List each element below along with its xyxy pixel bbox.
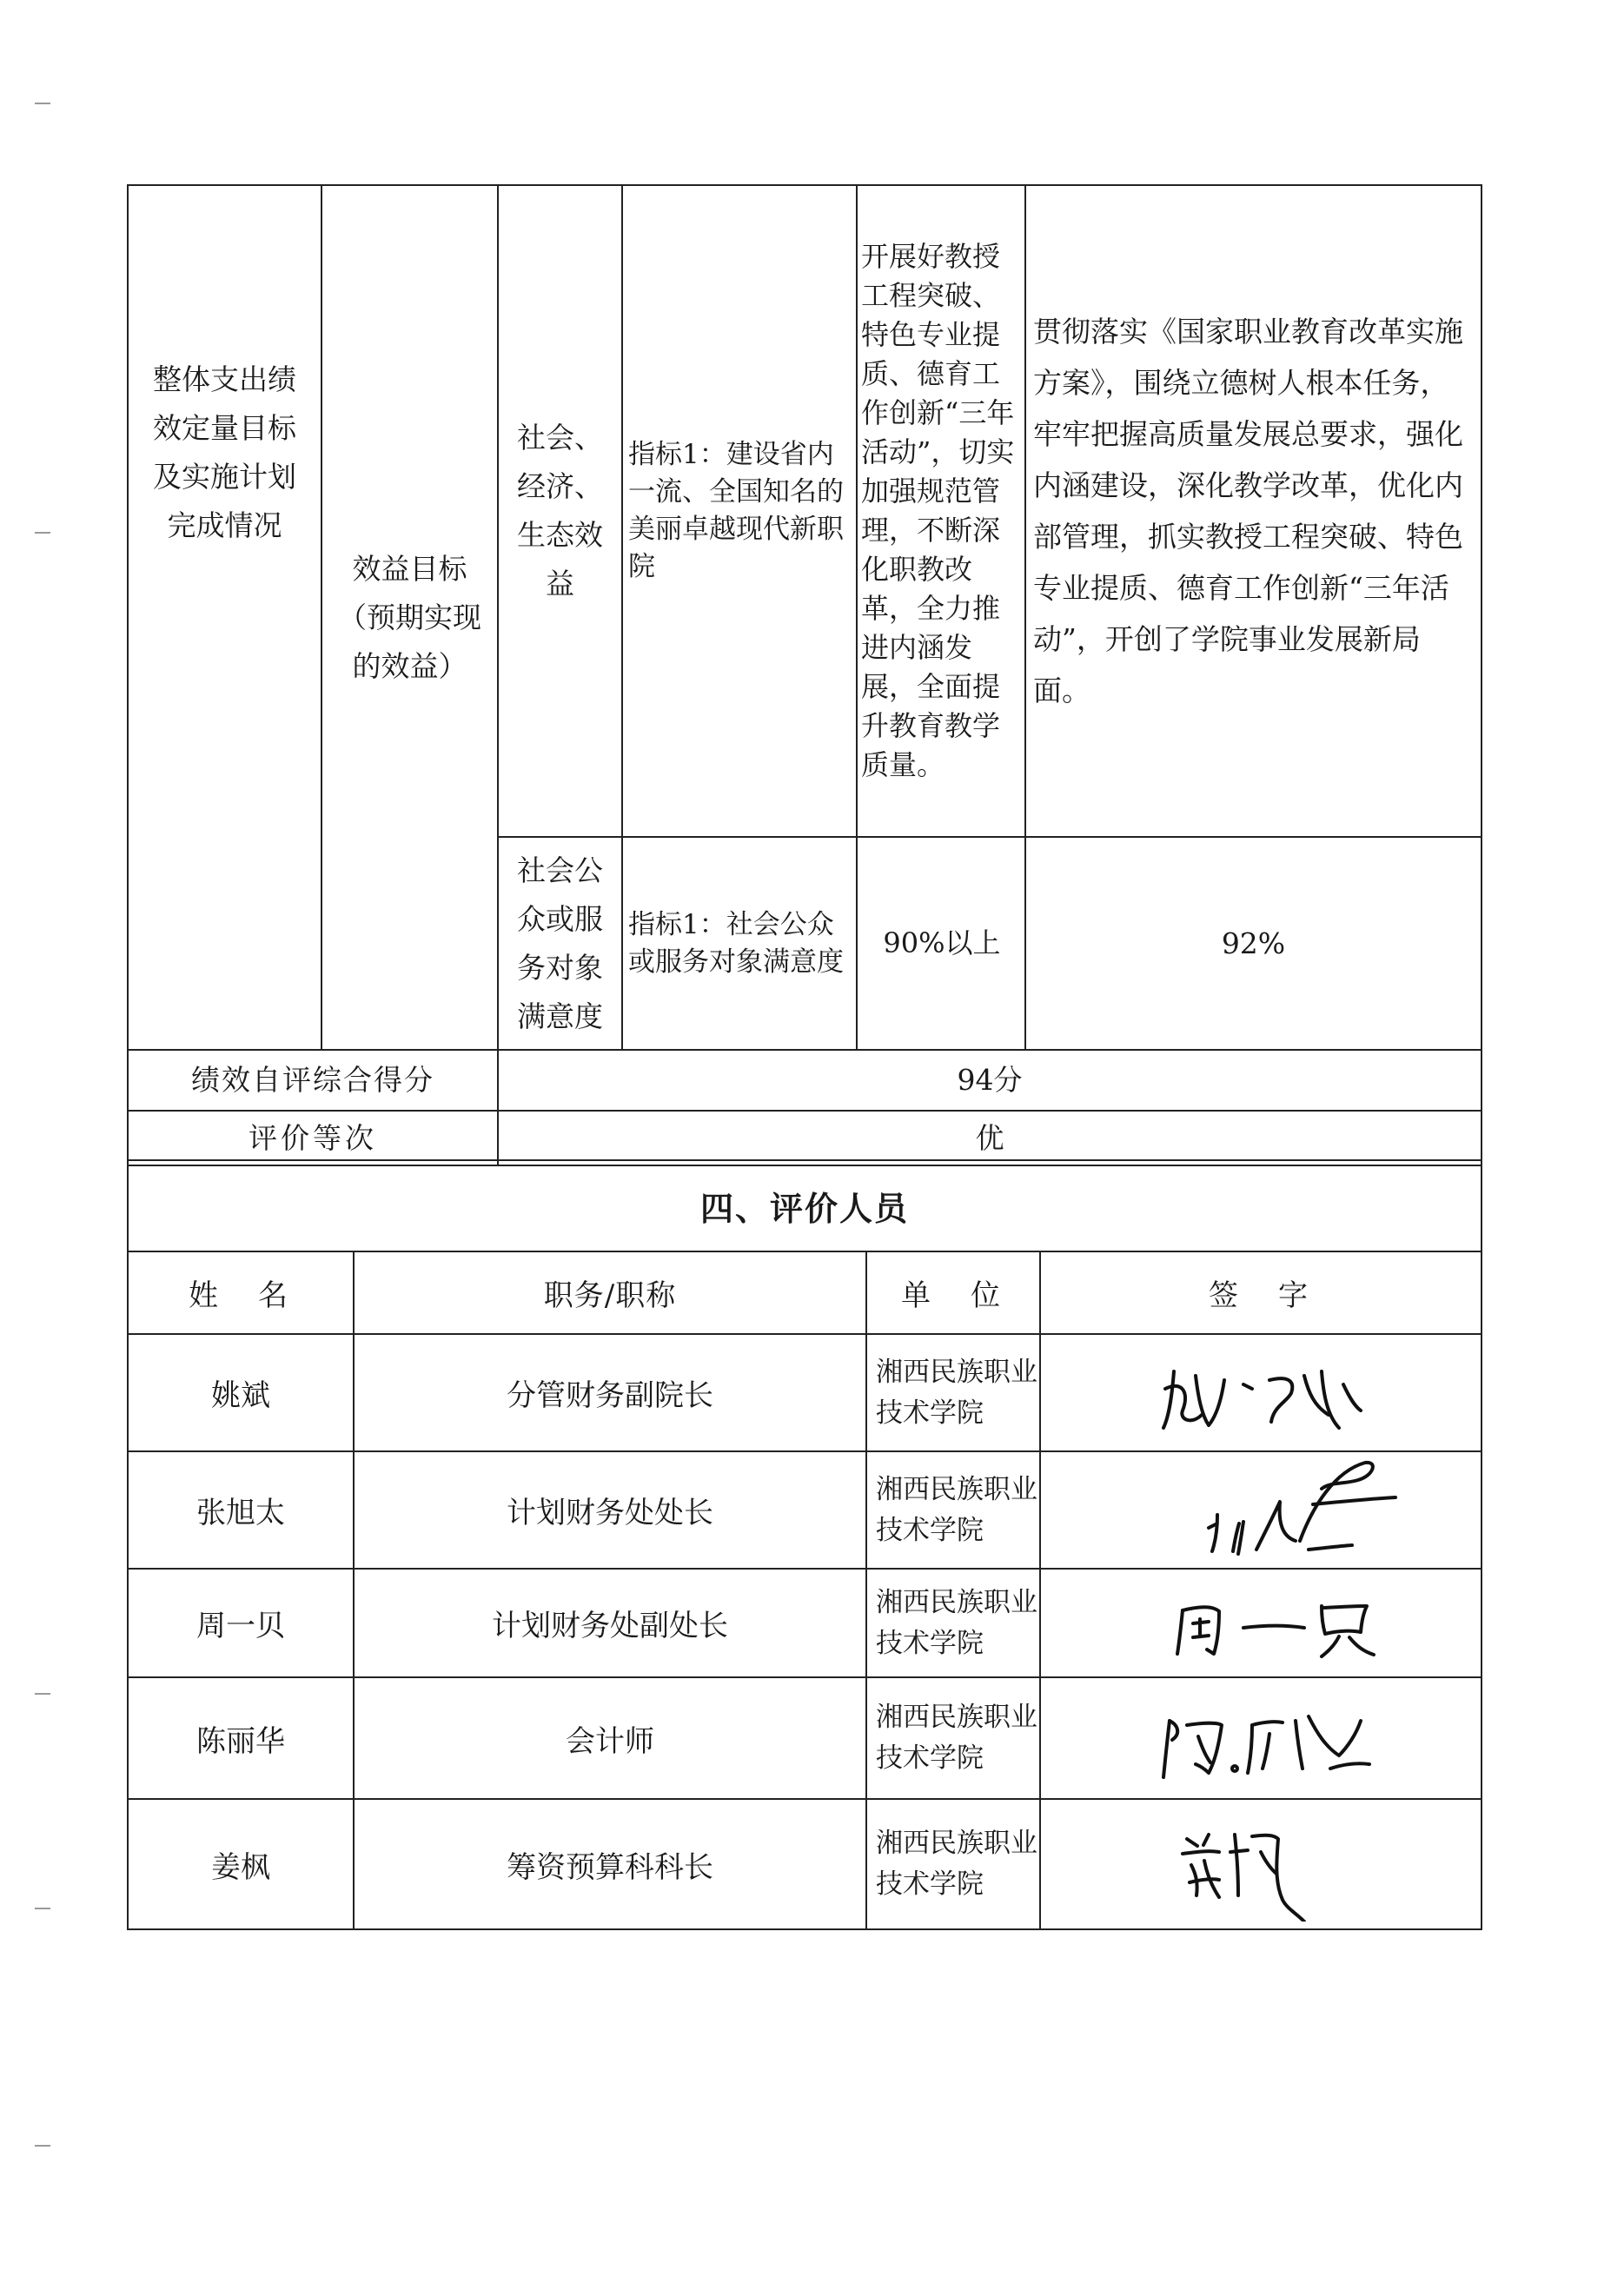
performance-table xyxy=(127,184,1482,1166)
score-label: 绩效自评综合得分 xyxy=(191,1063,434,1097)
scan-mark xyxy=(35,1693,50,1695)
evaluator-title: 会计师 xyxy=(566,1723,654,1759)
row-group-label: 整体支出绩效定量目标及实施计划完成情况 xyxy=(153,362,296,542)
evaluator-title: 计划财务处副处长 xyxy=(492,1609,728,1643)
evaluator-row xyxy=(128,1799,1481,1929)
handwritten-signature xyxy=(1122,1345,1400,1441)
header-signature: 签 字 xyxy=(1209,1278,1313,1313)
evaluator-name: 陈丽华 xyxy=(196,1723,285,1759)
evaluator-unit: 湘西民族职业技术学院 xyxy=(876,1828,1037,1900)
indicator-cell xyxy=(622,837,857,1050)
signature-cell xyxy=(1040,1334,1481,1451)
row-group-label-cell xyxy=(128,185,321,1050)
result-social: 贯彻落实《国家职业教育改革实施方案》，围绕立德树人根本任务，牢牢把握高质量发展总要求，强化内涵建设，深化教学改革，优化内部管理，抓实教授工程突破、特色专业提质、德育工作创新“三年活动”，开创了学院事业发展新局面。 xyxy=(1033,315,1463,707)
evaluator-row xyxy=(128,1569,1481,1677)
evaluator-row xyxy=(128,1451,1481,1569)
indicator-satisfaction: 指标1：社会公众或服务对象满意度 xyxy=(628,908,844,978)
subcategory-social: 社会、经济、生态效益 xyxy=(517,421,603,601)
score-value-cell xyxy=(498,1050,1481,1111)
header-title-cell xyxy=(354,1251,866,1334)
evaluators-table xyxy=(127,1159,1482,1930)
evaluator-row xyxy=(128,1677,1481,1799)
header-title: 职务/职称 xyxy=(543,1278,677,1313)
target-social: 开展好教授工程突破、特色专业提质、德育工作创新“三年活动”，切实加强规范管理，不断深化职教改革，全力推进内涵发展，全面提升教育教学质量。 xyxy=(861,240,1015,781)
grade-label-cell xyxy=(128,1111,498,1165)
scan-mark xyxy=(35,1908,50,1909)
subcategory-cell xyxy=(498,837,622,1050)
header-unit-cell xyxy=(866,1251,1040,1334)
header-unit: 单 位 xyxy=(901,1278,1005,1313)
target-cell xyxy=(857,837,1025,1050)
header-name: 姓 名 xyxy=(189,1278,293,1313)
handwritten-signature xyxy=(1122,1800,1400,1922)
section-title: 四、评价人员 xyxy=(700,1190,910,1228)
header-name-cell xyxy=(128,1251,354,1334)
evaluator-title: 筹资预算科科长 xyxy=(507,1849,713,1885)
indicator-cell xyxy=(622,185,857,837)
evaluator-unit: 湘西民族职业技术学院 xyxy=(876,1356,1037,1429)
grade-label: 评价等次 xyxy=(249,1120,377,1155)
scan-mark xyxy=(35,2145,50,2147)
signature-cell xyxy=(1040,1677,1481,1799)
result-satisfaction: 92% xyxy=(1221,926,1286,960)
evaluator-name: 姜枫 xyxy=(211,1849,270,1885)
scan-mark xyxy=(35,532,50,534)
scan-mark xyxy=(35,103,50,104)
header-signature-cell xyxy=(1040,1251,1481,1334)
score-label-cell xyxy=(128,1050,498,1111)
evaluator-name: 周一贝 xyxy=(196,1609,285,1643)
signature-cell xyxy=(1040,1451,1481,1569)
grade-value-cell xyxy=(498,1111,1481,1165)
section-title-cell xyxy=(128,1160,1481,1251)
evaluator-unit: 湘西民族职业技术学院 xyxy=(876,1586,1037,1659)
category-label: 效益目标（预期实现的效益） xyxy=(338,551,481,683)
handwritten-signature xyxy=(1087,1454,1435,1567)
handwritten-signature xyxy=(1122,1686,1400,1790)
evaluator-unit: 湘西民族职业技术学院 xyxy=(876,1473,1037,1546)
score-value: 94分 xyxy=(957,1063,1023,1097)
subcategory-cell xyxy=(498,185,622,837)
indicator-social: 指标1：建设省内一流、全国知名的美丽卓越现代新职院 xyxy=(628,439,844,582)
category-label-cell xyxy=(321,185,498,1050)
signature-cell xyxy=(1040,1799,1481,1929)
result-cell xyxy=(1025,185,1481,837)
evaluator-title: 计划财务处处长 xyxy=(507,1496,713,1530)
signature-cell xyxy=(1040,1569,1481,1677)
handwritten-signature xyxy=(1122,1580,1400,1667)
grade-value: 优 xyxy=(975,1120,1004,1155)
evaluator-row xyxy=(128,1334,1481,1451)
evaluator-name: 张旭太 xyxy=(196,1496,285,1530)
subcategory-satisfaction: 社会公众或服务对象满意度 xyxy=(517,853,603,1033)
result-cell xyxy=(1025,837,1481,1050)
target-satisfaction: 90%以上 xyxy=(883,926,1001,959)
evaluator-name: 姚斌 xyxy=(211,1378,270,1413)
target-cell xyxy=(857,185,1025,837)
evaluator-unit: 湘西民族职业技术学院 xyxy=(876,1702,1037,1774)
evaluator-title: 分管财务副院长 xyxy=(507,1378,713,1413)
